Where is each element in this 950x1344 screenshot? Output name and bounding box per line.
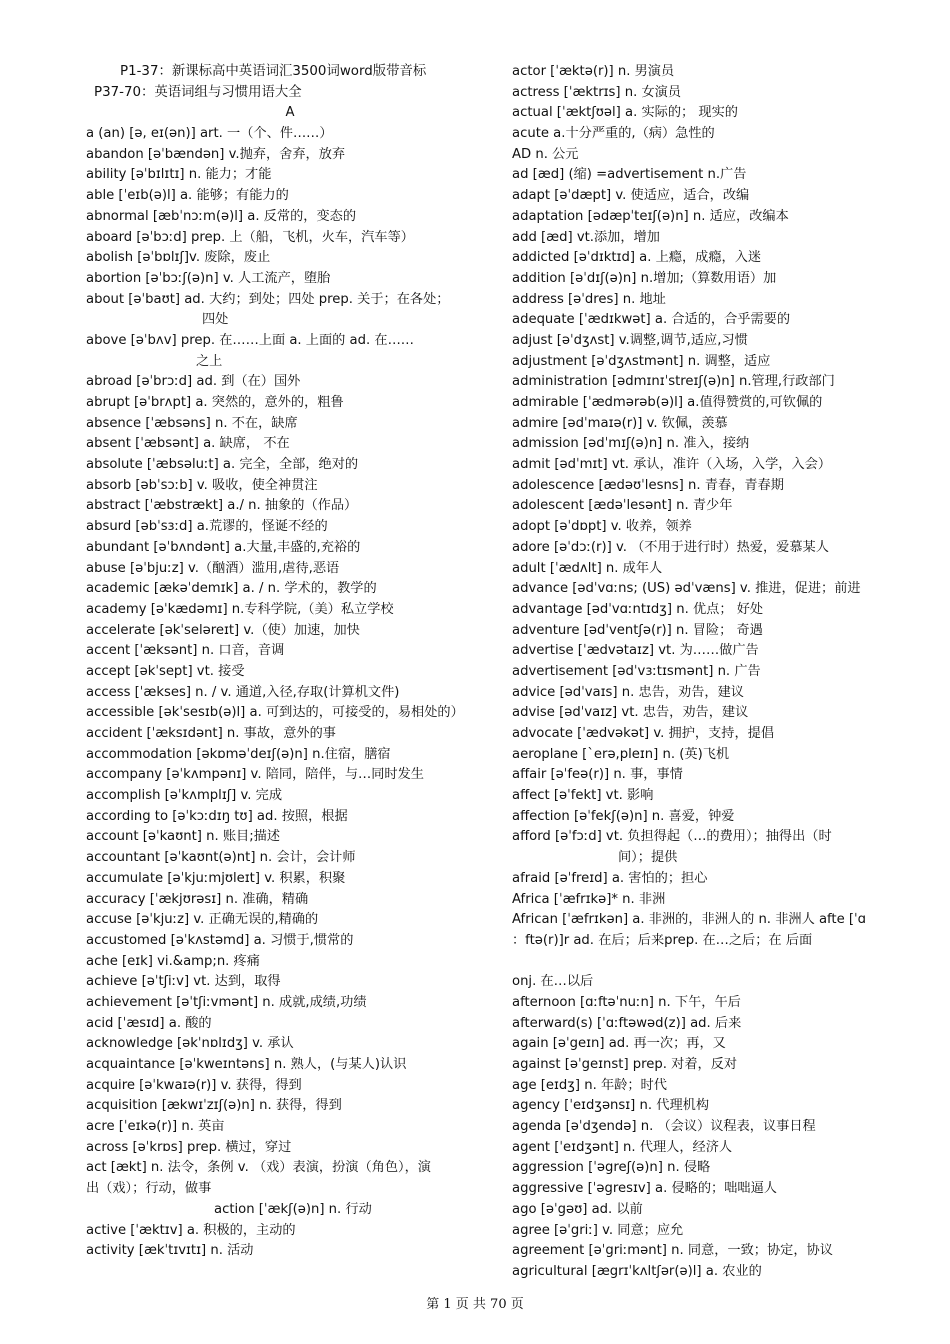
left-entry-line: accommodation [əkɒməˈdeɪʃ(ə)n] n.住宿，膳宿	[86, 746, 391, 762]
right-entry-line: agency [ˈeɪdʒənsɪ] n. 代理机构	[512, 1098, 710, 1114]
right-entry-line: aggression [ˈəgreʃ(ə)n] n. 侵略	[512, 1160, 711, 1176]
left-entry-list	[86, 124, 494, 1262]
right-entry-line: addition [əˈdɪʃ(ə)n] n.增加;（算数用语）加	[512, 270, 777, 286]
left-entry-line: according to [əˈkɔːdɪŋ tʊ] ad. 按照，根据	[86, 808, 348, 824]
right-entry-line: affection [əˈfekʃ(ə)n] n. 喜爱，钟爱	[512, 808, 735, 824]
left-entry-line: abundant [əˈbʌndənt] a.大量,丰盛的,充裕的	[86, 539, 361, 555]
right-entry-line: against [əˈgeɪnst] prep. 对着，反对	[512, 1057, 738, 1072]
right-entry-line: address [əˈdres] n. 地址	[512, 291, 666, 307]
right-entry-line: advance [ədˈvɑːns; (US) ədˈvæns] v. 推进，促进；前进	[512, 581, 861, 597]
left-entry-line: achievement [əˈtʃiːvmənt] n. 成就,成绩,功绩	[86, 994, 367, 1010]
right-entry-line: advertise [ˈædvətaɪz] vt. 为……做广告	[512, 643, 759, 659]
left-entry-line: absent [ˈæbsənt] a. 缺席， 不在	[86, 436, 290, 452]
left-entry-line: accelerate [əkˈseləreɪt] v.（使）加速，加快	[86, 622, 360, 638]
right-entry-line: afraid [əˈfreɪd] a. 害怕的；担心	[512, 870, 708, 886]
right-entry-line: adjust [əˈdʒʌst] v.调整,调节,适应,习惯	[512, 332, 748, 348]
left-entry-line: acid [ˈæsɪd] a. 酸的	[86, 1015, 212, 1031]
left-entry-line: acquaintance [əˈkweɪntəns] n. 熟人，(与某人)认识	[86, 1057, 407, 1072]
right-entry-line: advertisement [ədˈvɜːtɪsmənt] n. 广告	[512, 663, 761, 679]
left-entry-line: absence [ˈæbsəns] n. 不在，缺席	[86, 415, 298, 431]
left-entry-line: account [əˈkaʊnt] n. 账目;描述	[86, 829, 281, 845]
right-entry-line: addicted [əˈdɪktɪd] a. 上瘾，成瘾，入迷	[512, 250, 762, 266]
left-entry-line: accumulate [əˈkjuːmjʊleɪt] v. 积累，积聚	[86, 870, 346, 886]
right-entry-line: 间）；提供	[618, 850, 678, 866]
left-entry-line: acre [ˈeɪkə(r)] n. 英亩	[86, 1119, 225, 1135]
right-entry-line: adopt [əˈdɒpt] v. 收养，领养	[512, 519, 692, 535]
right-entry-line: add [æd] vt.添加，增加	[512, 229, 660, 245]
right-entry-line: agenda [əˈdʒendə] n. （会议）议程表，议事日程	[512, 1119, 816, 1135]
left-entry-line: academic [ækəˈdemɪk] a. / n. 学术的，教学的	[86, 581, 377, 597]
left-entry-line: accept [əkˈsept] vt. 接受	[86, 663, 245, 679]
right-entry-line: agent [ˈeɪdʒənt] n. 代理人，经济人	[512, 1139, 733, 1155]
right-entry-line: Africa [ˈæfrɪkə]* n. 非洲	[512, 891, 666, 907]
left-entry-line: absolute [ˈæbsəluːt] a. 完全，全部，绝对的	[86, 457, 359, 473]
right-entry-list	[512, 62, 912, 1283]
right-entry-line: aggressive [ˈəgresɪv] a. 侵略的；咄咄逼人	[512, 1181, 777, 1197]
right-entry-line: advise [ədˈvaɪz] vt. 忠告，劝告，建议	[512, 705, 749, 721]
left-entry-line: abandon [əˈbændən] v.抛弃，舍弃，放弃	[86, 146, 346, 162]
left-entry-line: ache [eɪk] vi.&amp;n. 疼痛	[86, 953, 260, 969]
right-entry-line	[512, 952, 912, 973]
right-entry-line: adventure [ədˈventʃə(r)] n. 冒险； 奇遇	[512, 622, 763, 638]
right-entry-line: ad [æd] (缩) =advertisement n.广告	[512, 167, 747, 183]
right-entry-line: age [eɪdʒ] n. 年龄；时代	[512, 1077, 667, 1093]
left-entry-line: achieve [əˈtʃiːv] vt. 达到，取得	[86, 974, 281, 990]
right-entry-line: adjustment [əˈdʒʌstmənt] n. 调整，适应	[512, 353, 771, 369]
left-entry-line: accessible [əkˈsesɪb(ə)l] a. 可到达的，可接受的，易相处的）	[86, 705, 464, 721]
right-entry-line: adore [əˈdɔː(r)] v. （不用于进行时）热爱，爱慕某人	[512, 539, 829, 555]
left-entry-line: accuracy [ˈækjʊrəsɪ] n. 准确，精确	[86, 891, 309, 907]
left-entry-line: action [ˈækʃ(ə)n] n. 行动	[214, 1201, 372, 1217]
right-entry-line: afford [əˈfɔːd] vt. 负担得起（…的费用）；抽得出（时	[512, 829, 832, 845]
left-entry-line: academy [əˈkædəmɪ] n.专科学院,（美）私立学校	[86, 601, 394, 617]
left-entry-line: activity [ækˈtɪvɪtɪ] n. 活动	[86, 1243, 254, 1259]
right-entry-line: African [ˈæfrɪkən] a. 非洲的，非洲人的 n. 非洲人 afte [ˈɑ	[512, 912, 867, 928]
left-entry-line: abrupt [əˈbrʌpt] a. 突然的，意外的，粗鲁	[86, 395, 344, 410]
right-entry-line: adapt [əˈdæpt] v. 使适应，适合，改编	[512, 188, 750, 204]
left-entry-line: absorb [əbˈsɔːb] v. 吸收，使全神贯注	[86, 477, 318, 493]
right-entry-line: acute a.十分严重的,（病）急性的	[512, 126, 715, 142]
right-entry-line: adequate [ˈædɪkwət] a. 合适的，合乎需要的	[512, 312, 791, 328]
left-entry-line: accent [ˈæksənt] n. 口音，音调	[86, 643, 285, 659]
left-entry-line: abolish [əˈbɒlɪʃ]v. 废除，废止	[86, 250, 271, 266]
left-entry-line: abstract [ˈæbstrækt] a./ n. 抽象的（作品）	[86, 498, 358, 514]
left-entry-line: active [ˈæktɪv] a. 积极的，主动的	[86, 1222, 296, 1238]
left-entry-line: abuse [əˈbjuːz] v.（酗酒）滥用,虐待,恶语	[86, 560, 340, 576]
right-entry-line: admire [ədˈmaɪə(r)] v. 钦佩，羡慕	[512, 415, 728, 431]
header-line-1: P1-37：新课标高中英语词汇3500词word版带音标	[120, 64, 427, 79]
page-footer: 第 1 页 共 70 页	[426, 1297, 524, 1312]
left-entry-line: 之上	[196, 353, 223, 369]
right-entry-line: adult [ˈædʌlt] n. 成年人	[512, 560, 663, 576]
left-entry-line: abortion [əˈbɔːʃ(ə)n] v. 人工流产，堕胎	[86, 270, 331, 286]
left-entry-line: accuse [əˈkjuːz] v. 正确无误的,精确的	[86, 912, 319, 928]
left-column	[86, 62, 494, 1262]
left-entry-line: access [ˈækses] n. / v. 通道,入径,存取(计算机文件)	[86, 684, 400, 700]
right-entry-line: AD n. 公元	[512, 146, 579, 162]
right-entry-line: ：ftə(r)]r ad. 在后；后来prep. 在…之后；在 后面	[512, 932, 813, 948]
right-entry-line: admission [ədˈmɪʃ(ə)n] n. 准入，接纳	[512, 436, 750, 452]
left-entry-line: a (an) [ə, eɪ(ən)] art. 一（个、件……）	[86, 126, 333, 142]
right-entry-line: actress [ˈæktrɪs] n. 女演员	[512, 84, 682, 100]
left-entry-line: absurd [əbˈsɜːd] a.荒谬的，怪诞不经的	[86, 519, 328, 535]
left-entry-line: abnormal [æbˈnɔːm(ə)l] a. 反常的，变态的	[86, 208, 357, 224]
left-entry-line: aboard [əˈbɔːd] prep. 上（船，飞机，火车，汽车等）	[86, 229, 414, 245]
right-entry-line: adolescence [ædəʊˈlesns] n. 青春，青春期	[512, 477, 784, 493]
right-entry-line: actual [ˈæktʃʊəl] a. 实际的； 现实的	[512, 105, 738, 121]
right-entry-line: agricultural [ægrɪˈkʌltʃər(ə)l] a. 农业的	[512, 1263, 762, 1279]
left-entry-line: accident [ˈæksɪdənt] n. 事故，意外的事	[86, 726, 336, 741]
right-entry-line: affair [əˈfeə(r)] n. 事，事情	[512, 767, 683, 783]
right-entry-line: affect [əˈfekt] vt. 影响	[512, 788, 654, 804]
left-entry-line: accountant [əˈkaʊnt(ə)nt] n. 会计，会计师	[86, 850, 356, 866]
right-entry-line: admit [ədˈmɪt] vt. 承认，准许（入场，入学，入会）	[512, 457, 832, 473]
right-entry-line: advantage [ədˈvɑːntɪdʒ] n. 优点； 好处	[512, 601, 764, 617]
right-entry-line: administration [ədmɪnɪˈstreɪʃ(ə)n] n.管理,行政部门	[512, 374, 835, 390]
right-entry-line: adaptation [ədæpˈteɪʃ(ə)n] n. 适应，改编本	[512, 208, 789, 224]
left-entry-line: able [ˈeɪb(ə)l] a. 能够；有能力的	[86, 188, 289, 204]
section-letter: A	[285, 105, 295, 121]
right-entry-line: ago [əˈgəʊ] ad. 以前	[512, 1201, 643, 1217]
right-entry-line: admirable [ˈædmərəb(ə)l] a.值得赞赏的,可钦佩的	[512, 395, 823, 410]
right-entry-line: actor [ˈæktə(r)] n. 男演员	[512, 64, 675, 79]
left-entry-line: acquire [əˈkwaɪə(r)] v. 获得，得到	[86, 1077, 302, 1093]
left-entry-line: ability [əˈbɪlɪtɪ] n. 能力；才能	[86, 167, 272, 183]
right-entry-line: advice [ədˈvaɪs] n. 忠告，劝告，建议	[512, 684, 744, 700]
left-entry-line: act [ækt] n. 法令，条例 v. （戏）表演，扮演（角色），演	[86, 1160, 431, 1176]
left-entry-line: acquisition [ækwɪˈzɪʃ(ə)n] n. 获得，得到	[86, 1098, 342, 1114]
left-entry-line: acknowledge [əkˈnɒlɪdʒ] v. 承认	[86, 1036, 294, 1052]
left-entry-line: abroad [əˈbrɔːd] ad. 到（在）国外	[86, 374, 301, 390]
right-entry-line: agree [əˈgriː] v. 同意；应允	[512, 1222, 684, 1238]
left-entry-line: 出（戏）；行动，做事	[86, 1181, 212, 1197]
right-entry-line: onj. 在…以后	[512, 974, 594, 990]
left-entry-line: accompany [əˈkʌmpənɪ] v. 陪同，陪伴，与…同时发生	[86, 767, 424, 783]
right-column	[512, 62, 912, 1283]
right-entry-line: advocate [ˈædvəkət] v. 拥护，支持，提倡	[512, 726, 775, 741]
left-entry-line: across [əˈkrɒs] prep. 横过，穿过	[86, 1139, 292, 1155]
right-entry-line: again [əˈgeɪn] ad. 再一次；再，又	[512, 1036, 726, 1052]
left-entry-line: accustomed [əˈkʌstəmd] a. 习惯于,惯常的	[86, 932, 354, 948]
left-entry-line: above [əˈbʌv] prep. 在……上面 a. 上面的 ad. 在……	[86, 332, 414, 348]
right-entry-line: afterward(s) [ˈɑːftəwəd(z)] ad. 后来	[512, 1015, 742, 1031]
right-entry-line: aeroplane [ˋerə,pleɪn] n. (英)飞机	[512, 746, 730, 762]
right-entry-line: agreement [əˈgriːmənt] n. 同意，一致；协定，协议	[512, 1243, 833, 1259]
header-line-2: P37-70：英语词组与习惯用语大全	[94, 84, 302, 100]
left-entry-line: accomplish [əˈkʌmplɪʃ] v. 完成	[86, 788, 283, 804]
right-entry-line: adolescent [ædəˈlesənt] n. 青少年	[512, 498, 733, 514]
left-entry-line: about [əˈbaʊt] ad. 大约；到处；四处 prep. 关于；在各处；	[86, 291, 450, 307]
left-entry-line: 四处	[202, 312, 229, 328]
right-entry-line: afternoon [ɑːftəˈnuːn] n. 下午，午后	[512, 994, 741, 1010]
